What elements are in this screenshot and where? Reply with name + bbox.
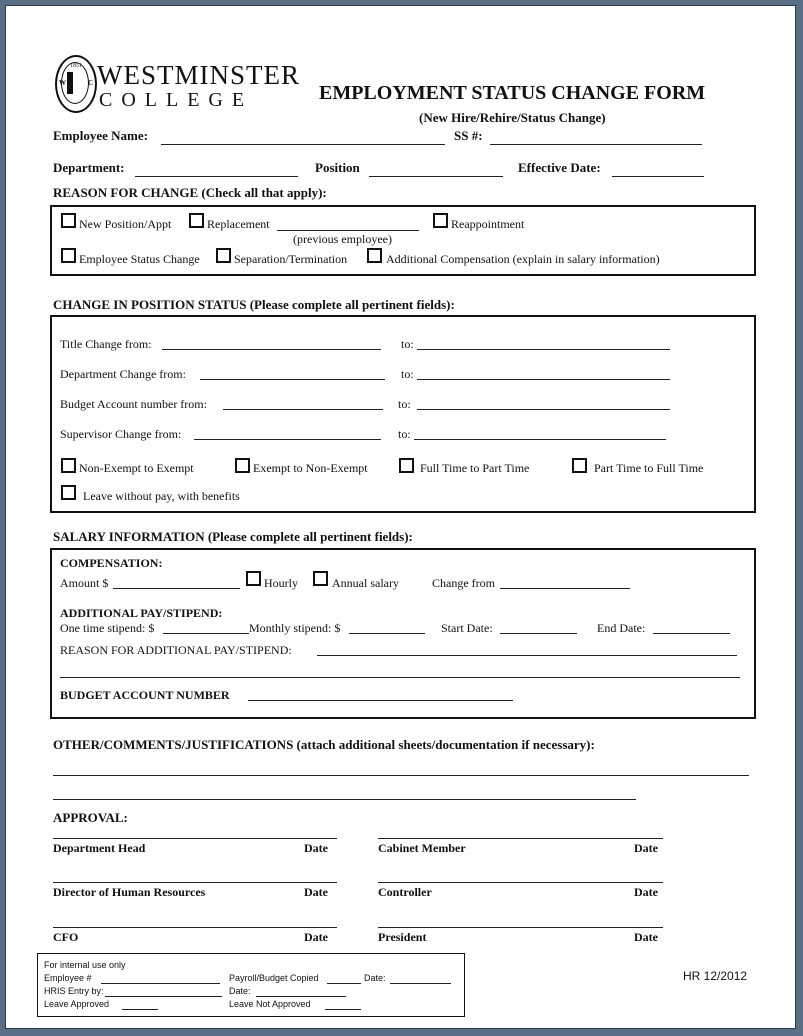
hris-date-label: Date:: [229, 986, 251, 996]
page-subtitle: (New Hire/Rehire/Status Change): [419, 110, 606, 125]
hourly-label: Hourly: [264, 576, 298, 590]
separation-label: Separation/Termination: [234, 252, 348, 266]
new-position-label: New Position/Appt: [79, 217, 172, 231]
effective-date-field[interactable]: [612, 176, 704, 177]
compensation-label: COMPENSATION:: [60, 556, 163, 570]
comments-heading: OTHER/COMMENTS/JUSTIFICATIONS (attach additional sheets/documentation if necessary):: [53, 737, 595, 752]
department-head-label: Department Head: [53, 841, 146, 855]
additional-pay-label: ADDITIONAL PAY/STIPEND:: [60, 606, 223, 620]
additional-comp-label: Additional Compensation (explain in salary information): [386, 252, 660, 266]
president-signature-line[interactable]: [378, 927, 663, 928]
cabinet-member-signature-line[interactable]: [378, 838, 663, 839]
position-field[interactable]: [369, 176, 503, 177]
ss-label: SS #:: [454, 128, 483, 143]
previous-employee-label: (previous employee): [293, 232, 392, 246]
department-field[interactable]: [135, 176, 298, 177]
cfo-label: CFO: [53, 930, 79, 944]
reappointment-label: Reappointment: [451, 217, 525, 231]
end-date-label: End Date:: [597, 621, 646, 635]
supervisor-change-from-field[interactable]: [194, 439, 381, 440]
supervisor-change-label: Supervisor Change from:: [60, 427, 182, 441]
director-hr-date-label: Date: [304, 885, 328, 899]
part-to-full-label: Part Time to Full Time: [594, 461, 704, 475]
reappointment-checkbox[interactable]: [433, 213, 448, 228]
hris-entry-field[interactable]: [105, 996, 222, 997]
college-seal-icon: 1851 W C: [55, 55, 97, 113]
additional-comp-checkbox[interactable]: [367, 248, 382, 263]
logo-sub: COLLEGE: [99, 89, 254, 111]
leave-approved-label: Leave Approved: [44, 999, 110, 1009]
reason-heading: REASON FOR CHANGE (Check all that apply):: [53, 185, 327, 200]
budget-account-number-label: BUDGET ACCOUNT NUMBER: [60, 688, 230, 702]
department-change-to-label: to:: [401, 367, 414, 381]
replacement-label: Replacement: [207, 217, 270, 231]
leave-approved-field[interactable]: [122, 1009, 158, 1010]
payroll-copied-field[interactable]: [327, 983, 361, 984]
full-to-part-label: Full Time to Part Time: [420, 461, 530, 475]
form-page: [5, 5, 796, 1029]
position-label: Position: [315, 160, 360, 175]
director-hr-signature-line[interactable]: [53, 882, 337, 883]
hris-entry-label: HRIS Entry by:: [44, 986, 104, 996]
new-position-checkbox[interactable]: [61, 213, 76, 228]
start-date-label: Start Date:: [441, 621, 493, 635]
controller-date-label: Date: [634, 885, 658, 899]
effective-date-label: Effective Date:: [518, 160, 601, 175]
separation-checkbox[interactable]: [216, 248, 231, 263]
department-change-from-field[interactable]: [200, 379, 385, 380]
amount-label: Amount $: [60, 576, 109, 590]
hris-date-field[interactable]: [256, 996, 346, 997]
employee-name-label: Employee Name:: [53, 128, 148, 143]
cabinet-member-label: Cabinet Member: [378, 841, 466, 855]
employee-status-change-label: Employee Status Change: [79, 252, 200, 266]
leave-without-pay-checkbox[interactable]: [61, 485, 76, 500]
logo-name: WESTMINSTER: [97, 60, 300, 90]
replacement-field[interactable]: [277, 230, 419, 231]
ss-field[interactable]: [490, 144, 702, 145]
change-from-field[interactable]: [500, 588, 630, 589]
start-date-field[interactable]: [500, 633, 577, 634]
salary-heading: SALARY INFORMATION (Please complete all pertinent fields):: [53, 529, 413, 544]
one-time-stipend-field[interactable]: [163, 633, 249, 634]
part-to-full-checkbox[interactable]: [572, 458, 587, 473]
annual-salary-label: Annual salary: [332, 576, 399, 590]
reason-additional-field[interactable]: [317, 655, 737, 656]
exempt-to-non-exempt-checkbox[interactable]: [235, 458, 250, 473]
department-change-label: Department Change from:: [60, 367, 186, 381]
department-head-signature-line[interactable]: [53, 838, 337, 839]
budget-account-number-field[interactable]: [248, 700, 513, 701]
title-change-from-field[interactable]: [162, 349, 381, 350]
monthly-stipend-label: Monthly stipend: $: [249, 621, 341, 635]
non-exempt-to-exempt-checkbox[interactable]: [61, 458, 76, 473]
title-change-to-label: to:: [401, 337, 414, 351]
supervisor-change-to-field[interactable]: [414, 439, 666, 440]
comments-field-2[interactable]: [53, 799, 636, 800]
full-to-part-checkbox[interactable]: [399, 458, 414, 473]
annual-salary-checkbox[interactable]: [313, 571, 328, 586]
payroll-date-label: Date:: [364, 973, 386, 983]
department-label: Department:: [53, 160, 125, 175]
leave-without-pay-label: Leave without pay, with benefits: [83, 489, 240, 503]
replacement-checkbox[interactable]: [189, 213, 204, 228]
page-title: EMPLOYMENT STATUS CHANGE FORM: [319, 82, 706, 104]
employee-no-field[interactable]: [101, 983, 220, 984]
controller-label: Controller: [378, 885, 432, 899]
employee-status-change-checkbox[interactable]: [61, 248, 76, 263]
supervisor-change-to-label: to:: [398, 427, 411, 441]
exempt-to-non-exempt-label: Exempt to Non-Exempt: [253, 461, 368, 475]
comments-field-1[interactable]: [53, 775, 749, 776]
internal-use-heading: For internal use only: [44, 960, 126, 970]
cfo-date-label: Date: [304, 930, 328, 944]
reason-additional-field-2[interactable]: [60, 677, 740, 678]
payroll-date-field[interactable]: [390, 983, 451, 984]
hourly-checkbox[interactable]: [246, 571, 261, 586]
budget-account-from-field[interactable]: [223, 409, 383, 410]
change-from-label: Change from: [432, 576, 495, 590]
director-hr-label: Director of Human Resources: [53, 885, 206, 899]
amount-field[interactable]: [113, 588, 240, 589]
leave-not-approved-label: Leave Not Approved: [229, 999, 311, 1009]
payroll-copied-label: Payroll/Budget Copied: [229, 973, 319, 983]
leave-not-approved-field[interactable]: [325, 1009, 361, 1010]
cfo-signature-line[interactable]: [53, 927, 337, 928]
department-change-to-field[interactable]: [417, 379, 670, 380]
one-time-stipend-label: One time stipend: $: [60, 621, 155, 635]
approval-heading: APPROVAL:: [53, 810, 128, 825]
employee-no-label: Employee #: [44, 973, 92, 983]
title-change-to-field[interactable]: [417, 349, 670, 350]
end-date-field[interactable]: [653, 633, 730, 634]
budget-account-label: Budget Account number from:: [60, 397, 207, 411]
title-change-label: Title Change from:: [60, 337, 152, 351]
budget-account-to-label: to:: [398, 397, 411, 411]
form-code: HR 12/2012: [683, 969, 748, 983]
position-status-heading: CHANGE IN POSITION STATUS (Please complete all pertinent fields):: [53, 297, 455, 312]
reason-additional-label: REASON FOR ADDITIONAL PAY/STIPEND:: [60, 643, 292, 657]
department-head-date-label: Date: [304, 841, 328, 855]
cabinet-member-date-label: Date: [634, 841, 658, 855]
monthly-stipend-field[interactable]: [349, 633, 425, 634]
budget-account-to-field[interactable]: [417, 409, 670, 410]
employee-name-field[interactable]: [161, 144, 445, 145]
president-date-label: Date: [634, 930, 658, 944]
controller-signature-line[interactable]: [378, 882, 663, 883]
president-label: President: [378, 930, 427, 944]
non-exempt-to-exempt-label: Non-Exempt to Exempt: [79, 461, 194, 475]
